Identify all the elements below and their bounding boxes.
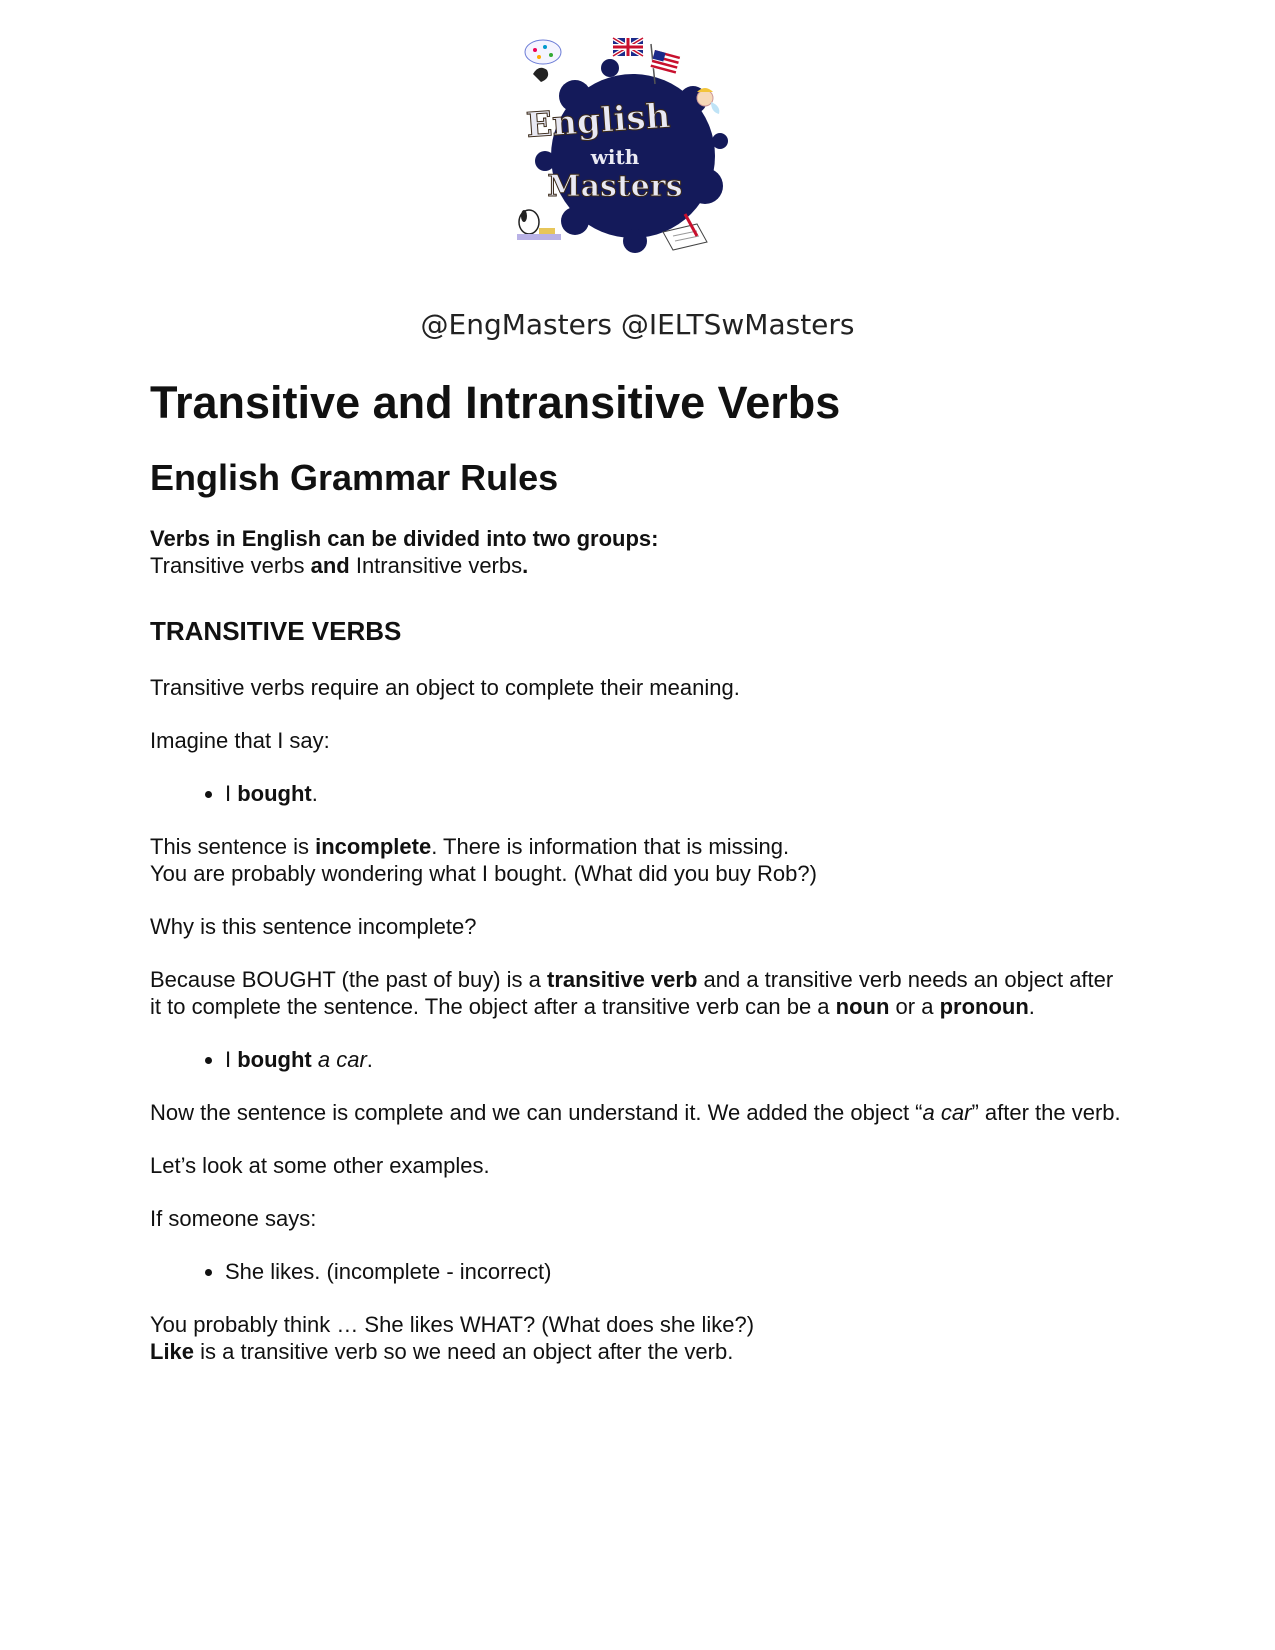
scribble-balloon-icon xyxy=(525,40,561,82)
english-with-masters-logo xyxy=(515,36,755,266)
bullet-list-1 xyxy=(150,780,1130,807)
uk-flag-icon xyxy=(613,38,643,56)
paragraph-imagine: Imagine that I say: xyxy=(150,727,330,753)
bullet-list-3 xyxy=(150,1258,1130,1285)
snoopy-reading-icon xyxy=(517,210,561,240)
document-body xyxy=(150,378,1130,1365)
intro-transitive: Transitive verbs xyxy=(150,553,305,579)
social-handles: @EngMasters @IELTSwMasters xyxy=(420,308,855,341)
paragraph-because: Because BOUGHT (the past of buy) is a transitive verb and a transitive verb needs an object after it to complete the sentence. The object after a transitive verb can be a noun or a pronoun. xyxy=(150,966,1114,1019)
list-item: • She likes. (incomplete - incorrect) xyxy=(225,1258,1130,1285)
logo-word-masters: Masters xyxy=(547,169,683,204)
paragraph-now-complete: Now the sentence is complete and we can understand it. We added the object “a car” after the verb. xyxy=(150,1099,1121,1125)
paragraph-incomplete: This sentence is incomplete. There is information that is missing. You are probably wondering what I bought. (What did you buy Rob?) xyxy=(150,833,817,886)
bullet-list-2 xyxy=(150,1046,1130,1073)
intro-intransitive: Intransitive verbs xyxy=(355,553,523,579)
paragraph-if-someone: If someone says: xyxy=(150,1205,317,1231)
paragraph-likes: You probably think … She likes WHAT? (What does she like?) Like is a transitive verb so we need an object after the verb. xyxy=(150,1311,755,1364)
list-item: • I bought. xyxy=(225,780,1130,807)
intro-period: . xyxy=(522,553,529,579)
section-heading-transitive: TRANSITIVE VERBS xyxy=(150,616,402,647)
intro-paragraph xyxy=(150,525,1130,579)
page-subtitle: English Grammar Rules xyxy=(150,456,559,498)
list-item: • I bought a car. xyxy=(225,1046,1130,1073)
paragraph-other-examples: Let’s look at some other examples. xyxy=(150,1152,490,1178)
intro-and: and xyxy=(310,553,350,579)
logo-word-english: English xyxy=(524,96,672,147)
page-title: Transitive and Intransitive Verbs xyxy=(150,377,841,428)
logo-word-with: with xyxy=(590,145,640,169)
paragraph-why: Why is this sentence incomplete? xyxy=(150,913,477,939)
intro-bold-line: Verbs in English can be divided into two groups: xyxy=(150,526,659,552)
us-flag-icon xyxy=(650,44,680,84)
paragraph-definition: Transitive verbs require an object to complete their meaning. xyxy=(150,674,740,700)
